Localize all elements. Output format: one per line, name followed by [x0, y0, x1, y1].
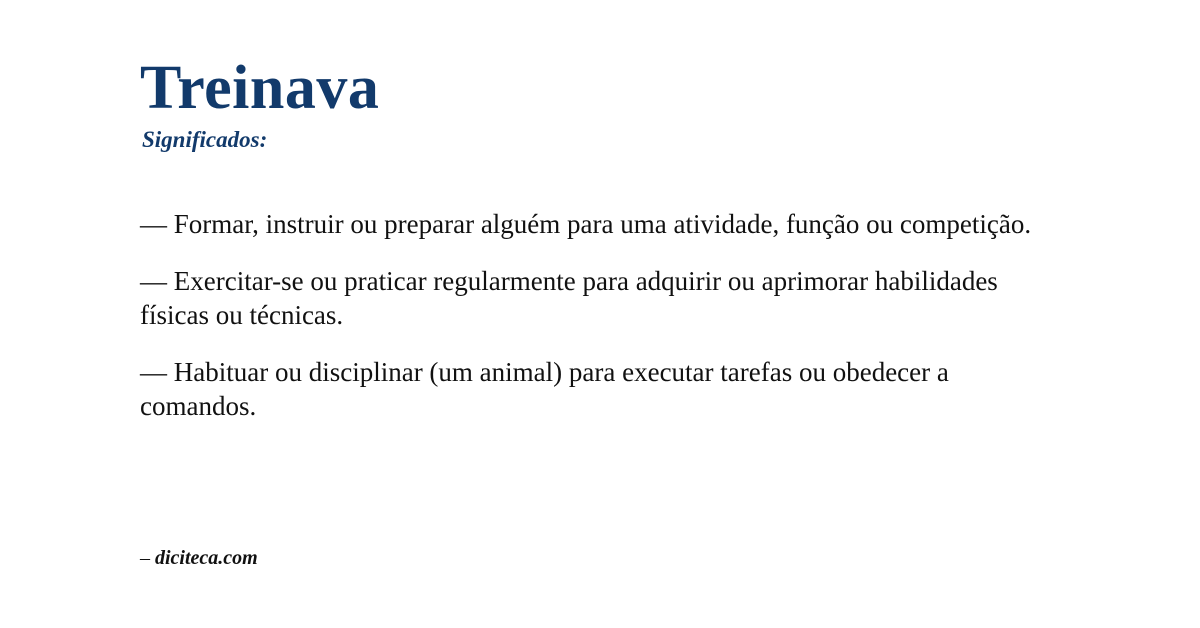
- definition-text: Habituar ou disciplinar (um animal) para executar tarefas ou obedecer a comandos.: [140, 356, 949, 422]
- definition-dash: —: [140, 356, 167, 387]
- definitions-list: [140, 207, 1060, 424]
- definition-item: [140, 355, 1040, 424]
- definition-item: [140, 264, 1040, 333]
- definition-text: Exercitar-se ou praticar regularmente para adquirir ou aprimorar habilidades físicas ou técnicas.: [140, 265, 998, 331]
- source-attribution: [140, 547, 258, 570]
- definition-text: Formar, instruir ou preparar alguém para uma atividade, função ou competição.: [173, 209, 1032, 240]
- subtitle-label: Significados:: [142, 127, 268, 153]
- definition-item: [140, 207, 1040, 242]
- definition-dash: —: [140, 265, 167, 296]
- definition-dash: —: [140, 209, 167, 240]
- footer-dash: –: [140, 547, 150, 569]
- page-title: Treinava: [140, 54, 380, 122]
- source-site-name: diciteca.com: [155, 547, 258, 569]
